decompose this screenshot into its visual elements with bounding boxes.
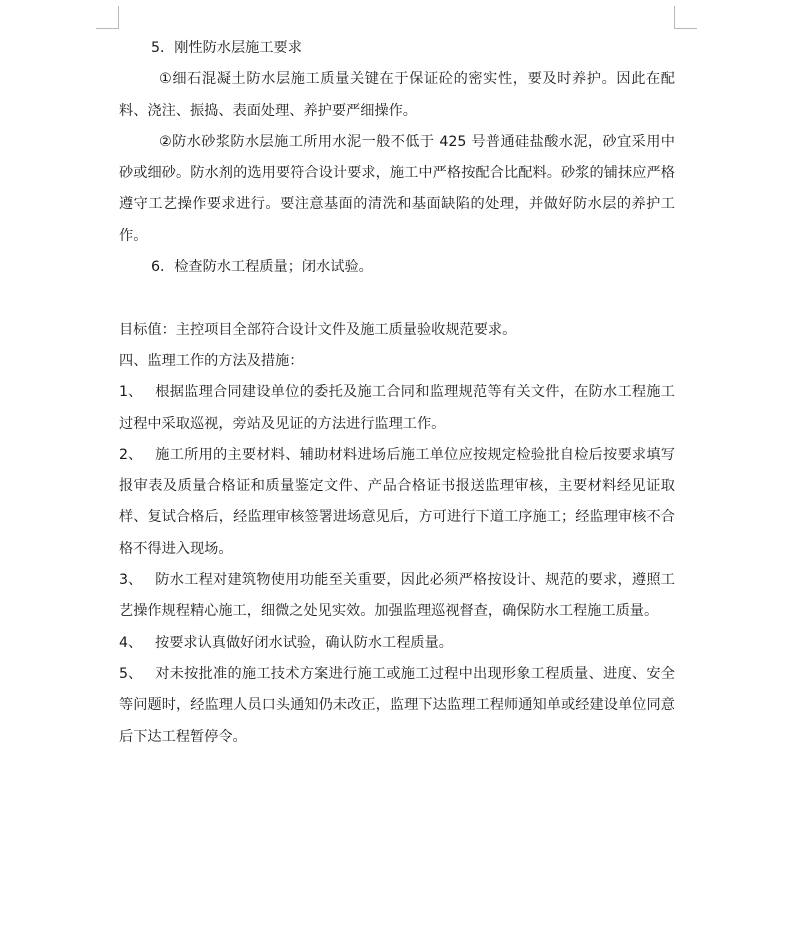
- measure-number: 2、: [119, 446, 143, 463]
- measure-text: 按要求认真做好闭水试验，确认防水工程质量。: [155, 634, 453, 651]
- blank-line: [119, 283, 675, 314]
- measure-item: [119, 628, 675, 659]
- measure-item: [119, 440, 675, 565]
- target-value: 目标值：主控项目全部符合设计文件及施工质量验收规范要求。: [119, 321, 517, 338]
- section-4-heading: 四、监理工作的方法及措施：: [119, 352, 304, 369]
- measure-text: 防水工程对建筑物使用功能至关重要，因此必须严格按设计、规范的要求，遵照工艺操作规程精心施工，细微之处见实效。加强监理巡视督查，确保防水工程施工质量。: [119, 572, 675, 620]
- measure-number: 4、: [119, 634, 143, 651]
- document-body: [119, 33, 675, 753]
- section-5-heading: 5．刚性防水层施工要求: [151, 40, 302, 56]
- measure-text: 根据监理合同建设单位的委托及施工合同和监理规范等有关文件，在防水工程施工过程中采取巡视，旁站及见证的方法进行监理工作。: [119, 384, 675, 432]
- measure-number: 3、: [119, 572, 143, 589]
- section-6-heading: 6．检查防水工程质量；闭水试验。: [151, 259, 373, 276]
- measure-item: [119, 659, 675, 753]
- measure-item: [119, 377, 675, 440]
- corner-mark-top-left: [96, 6, 119, 29]
- corner-mark-top-right: [674, 6, 697, 29]
- section-5-item-2: ②防水砂浆防水层施工所用水泥一般不低于 425 号普通硅盐酸水泥，砂宜采用中砂或细砂。防水剂的选用要符合设计要求，施工中严格按配合比配料。砂浆的铺抹应严格遵守工艺操作要求进行。要注意基面的清洗和基面缺陷的处理，并做好防水层的养护工作。: [119, 133, 675, 244]
- measure-number: 5、: [119, 665, 143, 682]
- measure-item: [119, 565, 675, 628]
- measure-text: 施工所用的主要材料、辅助材料进场后施工单位应按规定检验批自检后按要求填写报审表及质量合格证和质量鉴定文件、产品合格证书报送监理审核，主要材料经见证取样、复试合格后，经监理审核签署进场意见后，方可进行下道工序施工；经监理审核不合格不得进入现场。: [119, 446, 675, 557]
- section-5-item-1: ①细石混凝土防水层施工质量关键在于保证砼的密实性，要及时养护。因此在配料、浇注、振捣、表面处理、养护要严细操作。: [119, 71, 675, 119]
- measure-text: 对未按批准的施工技术方案进行施工或施工过程中出现形象工程质量、进度、安全等问题时，经监理人员口头通知仍未改正，监理下达监理工程师通知单或经建设单位同意后下达工程暂停令。: [119, 665, 675, 745]
- measure-number: 1、: [119, 384, 143, 401]
